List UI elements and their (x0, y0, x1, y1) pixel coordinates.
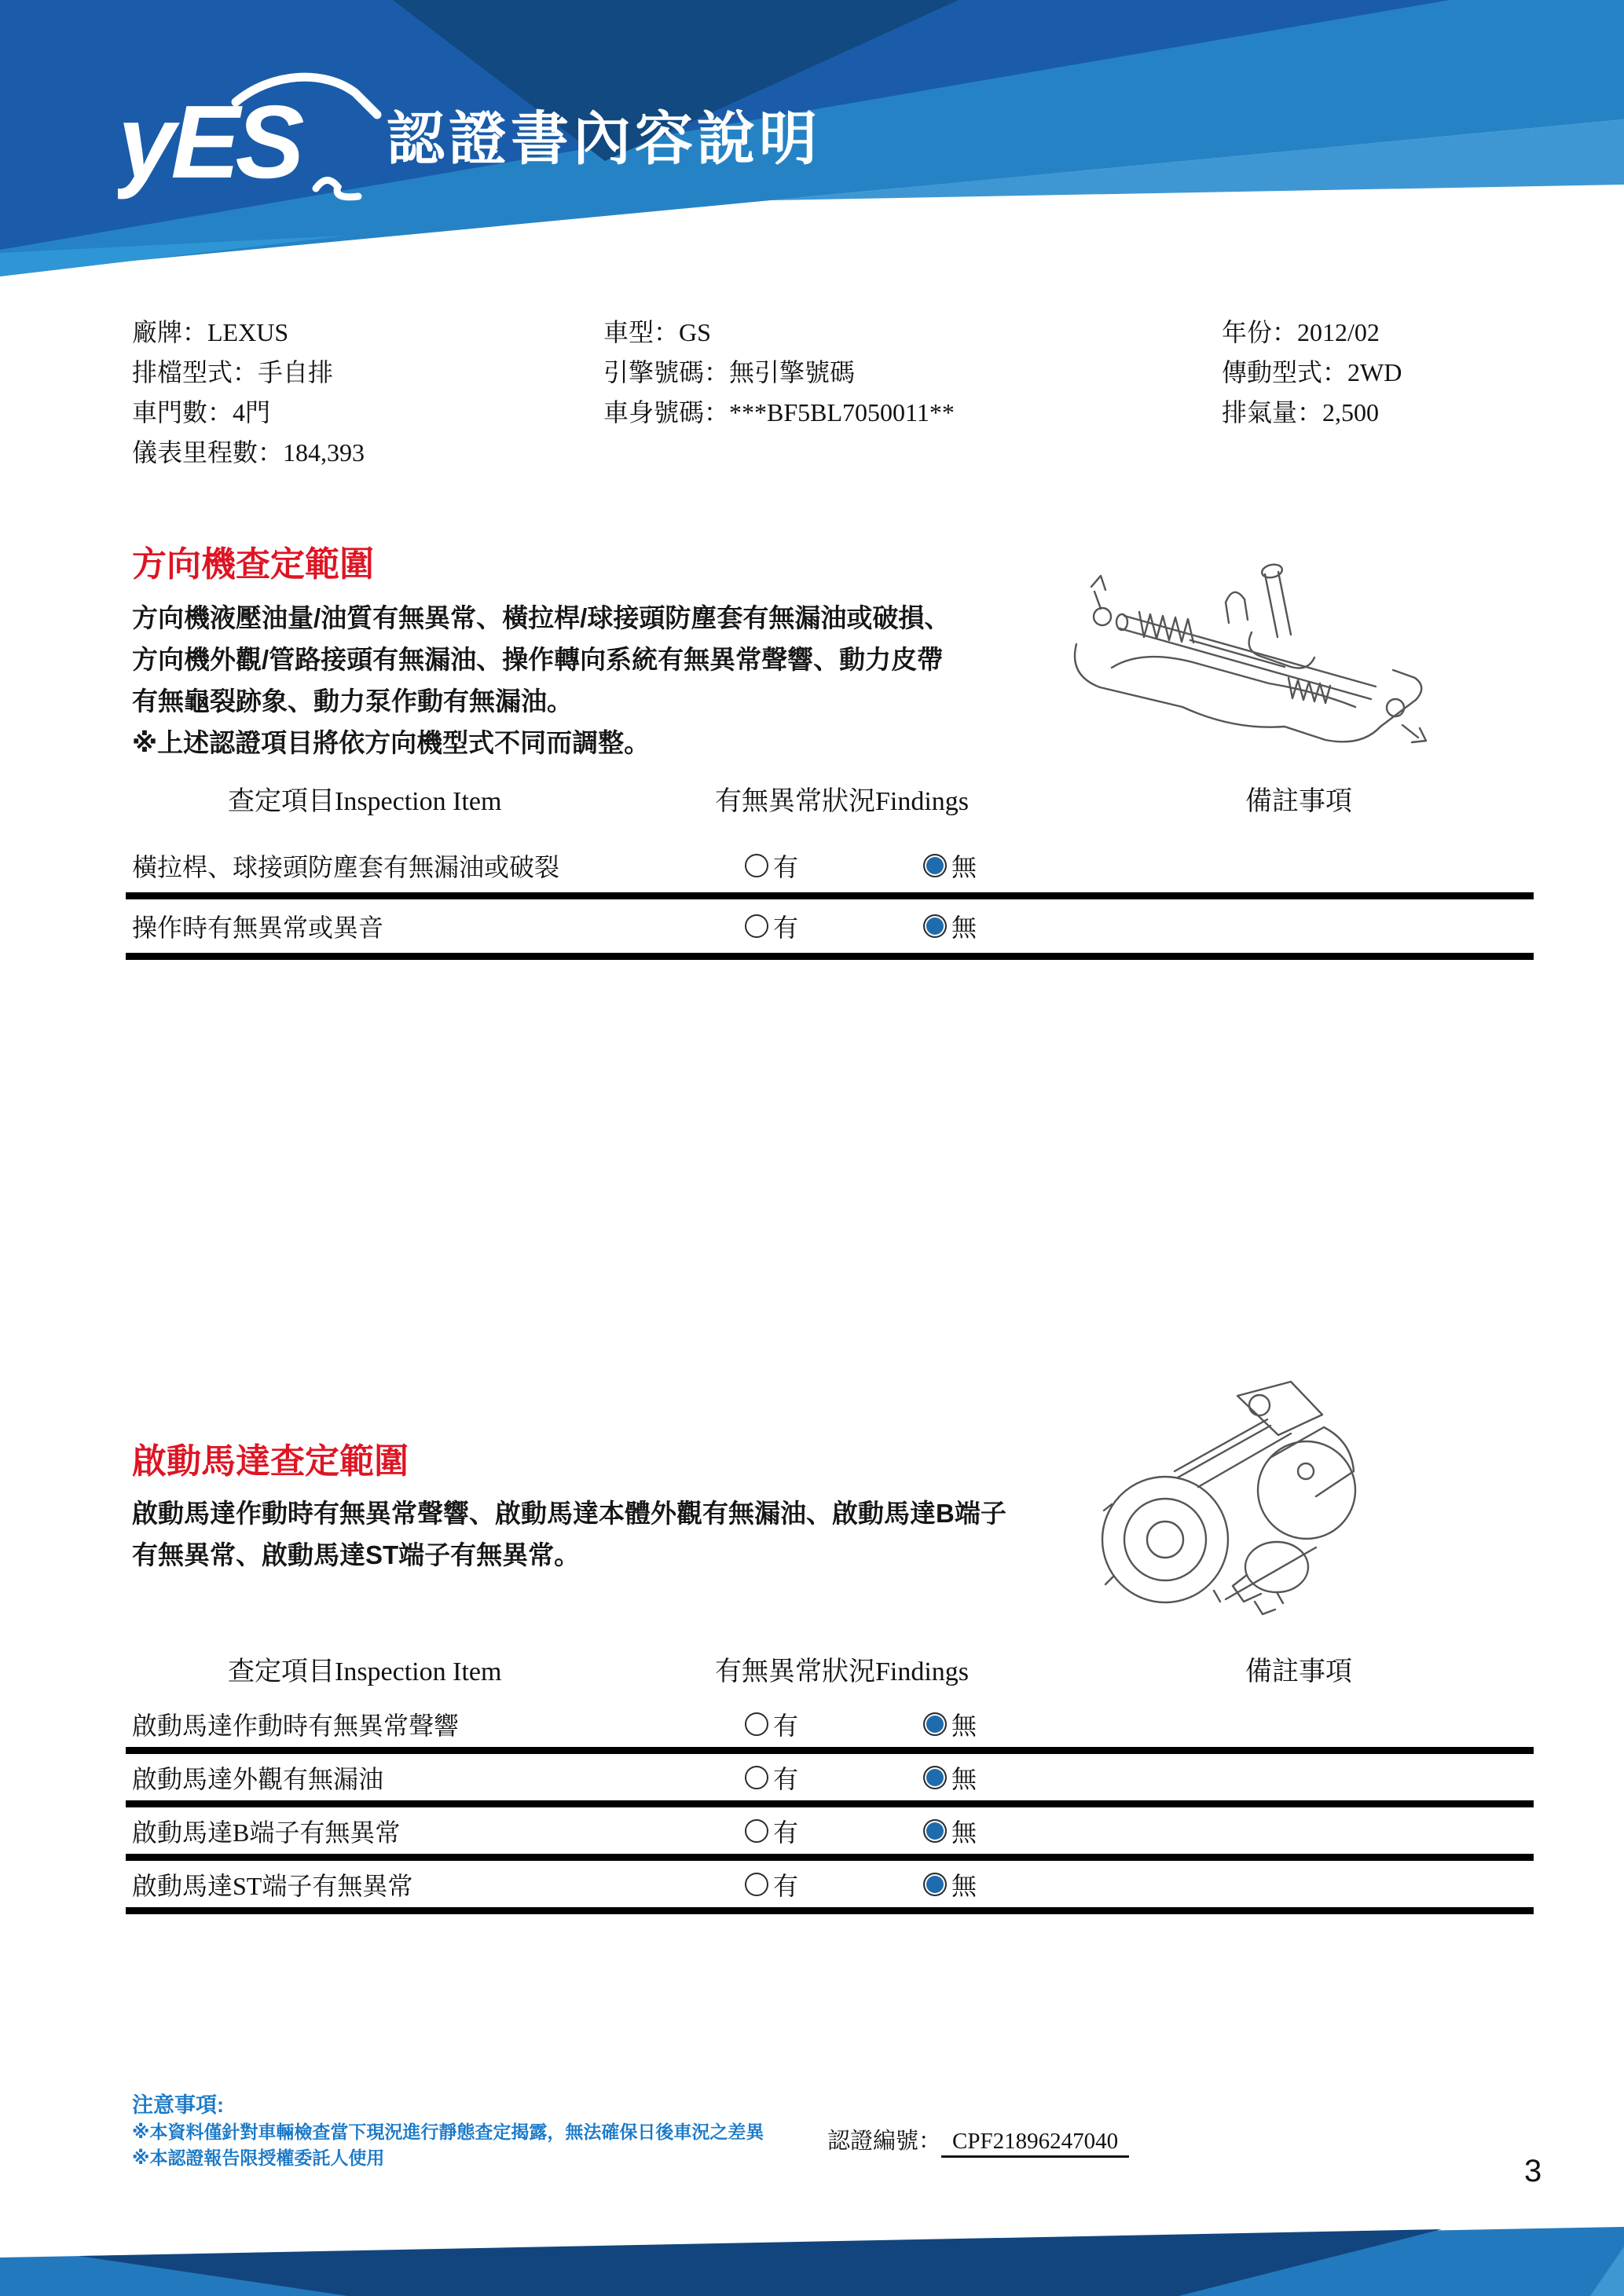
desc-line: 方向機液壓油量/油質有無異常、橫拉桿/球接頭防塵套有無漏油或破損、 (132, 603, 951, 632)
radio-no-selected-icon[interactable] (923, 854, 947, 877)
radio-yes-label: 有 (773, 914, 799, 942)
radio-no-selected-icon[interactable] (923, 1712, 947, 1736)
starter-inspection-table (126, 1701, 1534, 1914)
footer-banner-graphic (0, 2225, 1624, 2296)
inspection-item-label: 啟動馬達B端子有無異常 (132, 1818, 401, 1847)
findings-no-option[interactable] (923, 1866, 977, 1902)
radio-no-label: 無 (951, 853, 977, 881)
engine-number-field: 引擎號碼：無引擎號碼 (603, 358, 856, 386)
radio-no-selected-icon[interactable] (923, 1873, 947, 1896)
findings-no-option[interactable] (923, 1813, 977, 1849)
desc-line: 方向機外觀/管路接頭有無漏油、操作轉向系統有無異常聲響、動力皮帶 (132, 645, 944, 674)
vehicle-info-column-2 (603, 313, 955, 433)
radio-yes-icon[interactable] (745, 1712, 768, 1736)
certificate-number-value: CPF21896247040 (941, 2129, 1129, 2158)
table-row (126, 899, 1534, 960)
radio-no-label: 無 (951, 914, 977, 942)
certificate-number-label: 認證編號： (827, 2129, 942, 2154)
vin-field: 車身號碼：***BF5BL7050011** (603, 398, 955, 427)
steering-inspection-table (126, 839, 1534, 960)
radio-no-label: 無 (951, 1711, 977, 1740)
model-field: 車型：GS (603, 318, 711, 346)
desc-line: 有無異常、啟動馬達ST端子有無異常。 (132, 1540, 581, 1569)
col-header-remarks: 備註事項 (1245, 1657, 1352, 1686)
radio-yes-icon[interactable] (745, 1766, 768, 1789)
findings-yes-option[interactable] (745, 1706, 798, 1742)
radio-yes-label: 有 (773, 1818, 799, 1847)
radio-no-label: 無 (951, 1818, 977, 1847)
radio-yes-label: 有 (773, 1871, 799, 1900)
radio-no-selected-icon[interactable] (923, 1819, 947, 1843)
year-field: 年份：2012/02 (1222, 318, 1380, 346)
findings-no-option[interactable] (923, 908, 977, 944)
col-header-inspection-item: 查定項目Inspection Item (228, 1657, 502, 1686)
radio-yes-icon[interactable] (745, 914, 768, 938)
door-count-field: 車門數：4門 (132, 398, 271, 427)
radio-no-selected-icon[interactable] (923, 1766, 947, 1789)
vehicle-info-column-1 (132, 313, 365, 473)
radio-yes-icon[interactable] (745, 1819, 768, 1843)
certificate-number-row (827, 2123, 1129, 2155)
section-title-starter: 啟動馬達查定範圍 (132, 1442, 409, 1481)
starter-motor-illustration (1080, 1379, 1371, 1626)
radio-no-selected-icon[interactable] (923, 914, 947, 938)
findings-yes-option[interactable] (745, 1813, 798, 1849)
radio-yes-label: 有 (773, 1764, 799, 1793)
inspection-item-label: 橫拉桿、球接頭防塵套有無漏油或破裂 (132, 853, 560, 881)
section-description-steering (132, 597, 950, 764)
section-description-starter (132, 1492, 1006, 1576)
inspection-item-label: 操作時有無異常或異音 (132, 914, 384, 942)
radio-yes-icon[interactable] (745, 854, 768, 877)
displacement-field: 排氣量：2,500 (1222, 398, 1380, 427)
page-number: 3 (1524, 2154, 1542, 2188)
desc-line: ※上述認證項目將依方向機型式不同而調整。 (132, 728, 651, 757)
col-header-findings: 有無異常狀況Findings (715, 787, 970, 816)
findings-no-option[interactable] (923, 1706, 977, 1742)
yes-logo-text: yES (118, 84, 300, 200)
table-row (126, 839, 1534, 899)
col-header-inspection-item: 查定項目Inspection Item (228, 787, 502, 816)
section-title-steering: 方向機查定範圍 (132, 545, 374, 584)
inspection-item-label: 啟動馬達ST端子有無異常 (132, 1871, 413, 1900)
table-row (126, 1807, 1534, 1861)
findings-no-option[interactable] (923, 1760, 977, 1796)
findings-yes-option[interactable] (745, 848, 798, 884)
odometer-field: 儀表里程數：184,393 (132, 438, 365, 467)
notice-line-1: ※本資料僅針對車輛檢查當下現況進行靜態查定揭露，無法確保日後車況之差異 (132, 2122, 764, 2142)
radio-no-label: 無 (951, 1764, 977, 1793)
table-row (126, 1754, 1534, 1807)
notice-line-2: ※本認證報告限授權委託人使用 (132, 2148, 385, 2168)
col-header-findings: 有無異常狀況Findings (715, 1657, 970, 1686)
inspection-item-label: 啟動馬達作動時有無異常聲響 (132, 1711, 460, 1740)
drivetrain-field: 傳動型式：2WD (1222, 358, 1402, 386)
table-row (126, 1701, 1534, 1754)
inspection-item-label: 啟動馬達外觀有無漏油 (132, 1764, 384, 1793)
findings-no-option[interactable] (923, 848, 977, 884)
page-title: 認證書內容說明 (387, 106, 821, 171)
yes-logo (118, 69, 385, 203)
brand-field: 廠牌：LEXUS (132, 318, 289, 346)
findings-yes-option[interactable] (745, 908, 798, 944)
radio-yes-label: 有 (773, 853, 799, 881)
radio-yes-icon[interactable] (745, 1873, 768, 1896)
findings-yes-option[interactable] (745, 1866, 798, 1902)
table-row (126, 1861, 1534, 1914)
radio-no-label: 無 (951, 1871, 977, 1900)
col-header-remarks: 備註事項 (1245, 787, 1352, 816)
steering-rack-illustration (1065, 546, 1434, 746)
findings-yes-option[interactable] (745, 1760, 798, 1796)
radio-yes-label: 有 (773, 1711, 799, 1740)
desc-line: 啟動馬達作動時有無異常聲響、啟動馬達本體外觀有無漏油、啟動馬達B端子 (132, 1499, 1006, 1528)
desc-line: 有無龜裂跡象、動力泵作動有無漏油。 (132, 687, 573, 716)
transmission-field: 排檔型式：手自排 (132, 358, 334, 386)
notice-title: 注意事項: (132, 2093, 224, 2117)
vehicle-info-column-3 (1222, 313, 1402, 433)
